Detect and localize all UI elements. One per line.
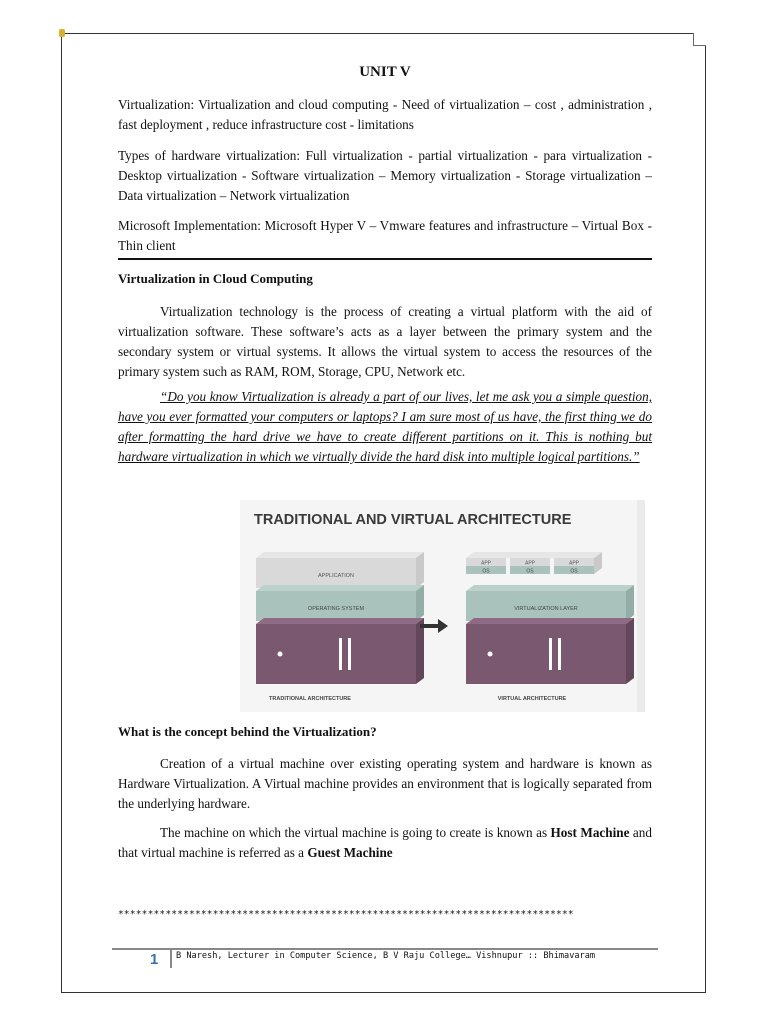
page-fold (693, 33, 706, 46)
host-guest-paragraph (118, 823, 652, 863)
intro-paragraph: Virtualization technology is the process of creating a virtual platform with the aid of virtualization software. These software’s acts as a layer between the primary system and the secondary system or virtual systems. It allows the virtual system to access the resources of the primary system such as RAM, ROM, Storage, CPU, Network etc. (118, 304, 652, 379)
syllabus-item-3: Microsoft Implementation: Microsoft Hyper V – Vmware features and infrastructure – Virtual Box - Thin client (118, 218, 652, 253)
star-separator: ***************************************************************************** (118, 909, 574, 920)
document-page (61, 33, 706, 993)
vm1-os-label: OS (482, 568, 490, 575)
figure-title: TRADITIONAL AND VIRTUAL ARCHITECTURE (254, 512, 572, 528)
application-label: APPLICATION (318, 573, 354, 579)
vm1-app-label: APP (480, 560, 492, 567)
virtualization-layer-label: VIRTUALIZATION LAYER (514, 606, 578, 612)
architecture-diagram (240, 500, 645, 712)
host-guest-text-1: The machine on which the virtual machine is going to create is known as (160, 825, 551, 840)
virtual-caption: VIRTUAL ARCHITECTURE (497, 696, 567, 702)
quote-paragraph: “Do you know Virtualization is already a part of our lives, let me ask you a simple question, have you ever formatted your computers or laptops? I am sure most of us have, the first thing we do after formatting the hard drive we have to create different partitions on it. This is nothing but hardware virtualization in which we virtually divide the hard disk into multiple logical partitions.” (118, 389, 652, 464)
vm2-os-label: OS (526, 568, 534, 575)
guest-machine-term: Guest Machine (307, 845, 393, 860)
footer-author: B Naresh, Lecturer in Computer Science, B V Raju College… Vishnupur :: Bhimavaram (176, 951, 596, 961)
vm3-os-label: OS (570, 568, 578, 575)
footer-divider (170, 948, 172, 968)
concept-paragraph: Creation of a virtual machine over existing operating system and hardware is known as Hardware Virtualization. A Virtual machine provides an environment that is logically separated from the underlying hardware. (118, 756, 652, 811)
footer-rule (112, 948, 658, 950)
anchor-marker-icon (59, 29, 65, 37)
host-machine-term: Host Machine (550, 825, 630, 840)
page-number: 1 (150, 951, 159, 968)
section-divider (118, 258, 652, 260)
syllabus-item-2: Types of hardware virtualization: Full virtualization - partial virtualization - para virtualization - Desktop virtualization - Software virtualization – Memory virtualization - Storage virtualization – Data virtualization – Network virtualization (118, 148, 652, 203)
vm2-app-label: APP (524, 560, 536, 567)
unit-title: UNIT V (359, 64, 411, 80)
architecture-figure (240, 500, 645, 712)
traditional-stack (256, 552, 424, 702)
section-heading-concept: What is the concept behind the Virtualization? (118, 724, 377, 739)
vm-boxes (466, 552, 602, 575)
syllabus-item-1: Virtualization: Virtualization and cloud computing - Need of virtualization – cost , administration , fast deployment , reduce infrastructure cost - limitations (118, 97, 652, 132)
section-heading-virtualization-cloud: Virtualization in Cloud Computing (118, 271, 313, 286)
traditional-caption: TRADITIONAL ARCHITECTURE (269, 696, 351, 702)
vm3-app-label: APP (568, 560, 580, 567)
os-label: OPERATING SYSTEM (307, 606, 365, 612)
host-guest-text-2: and that virtual machine is referred as a (118, 825, 652, 860)
